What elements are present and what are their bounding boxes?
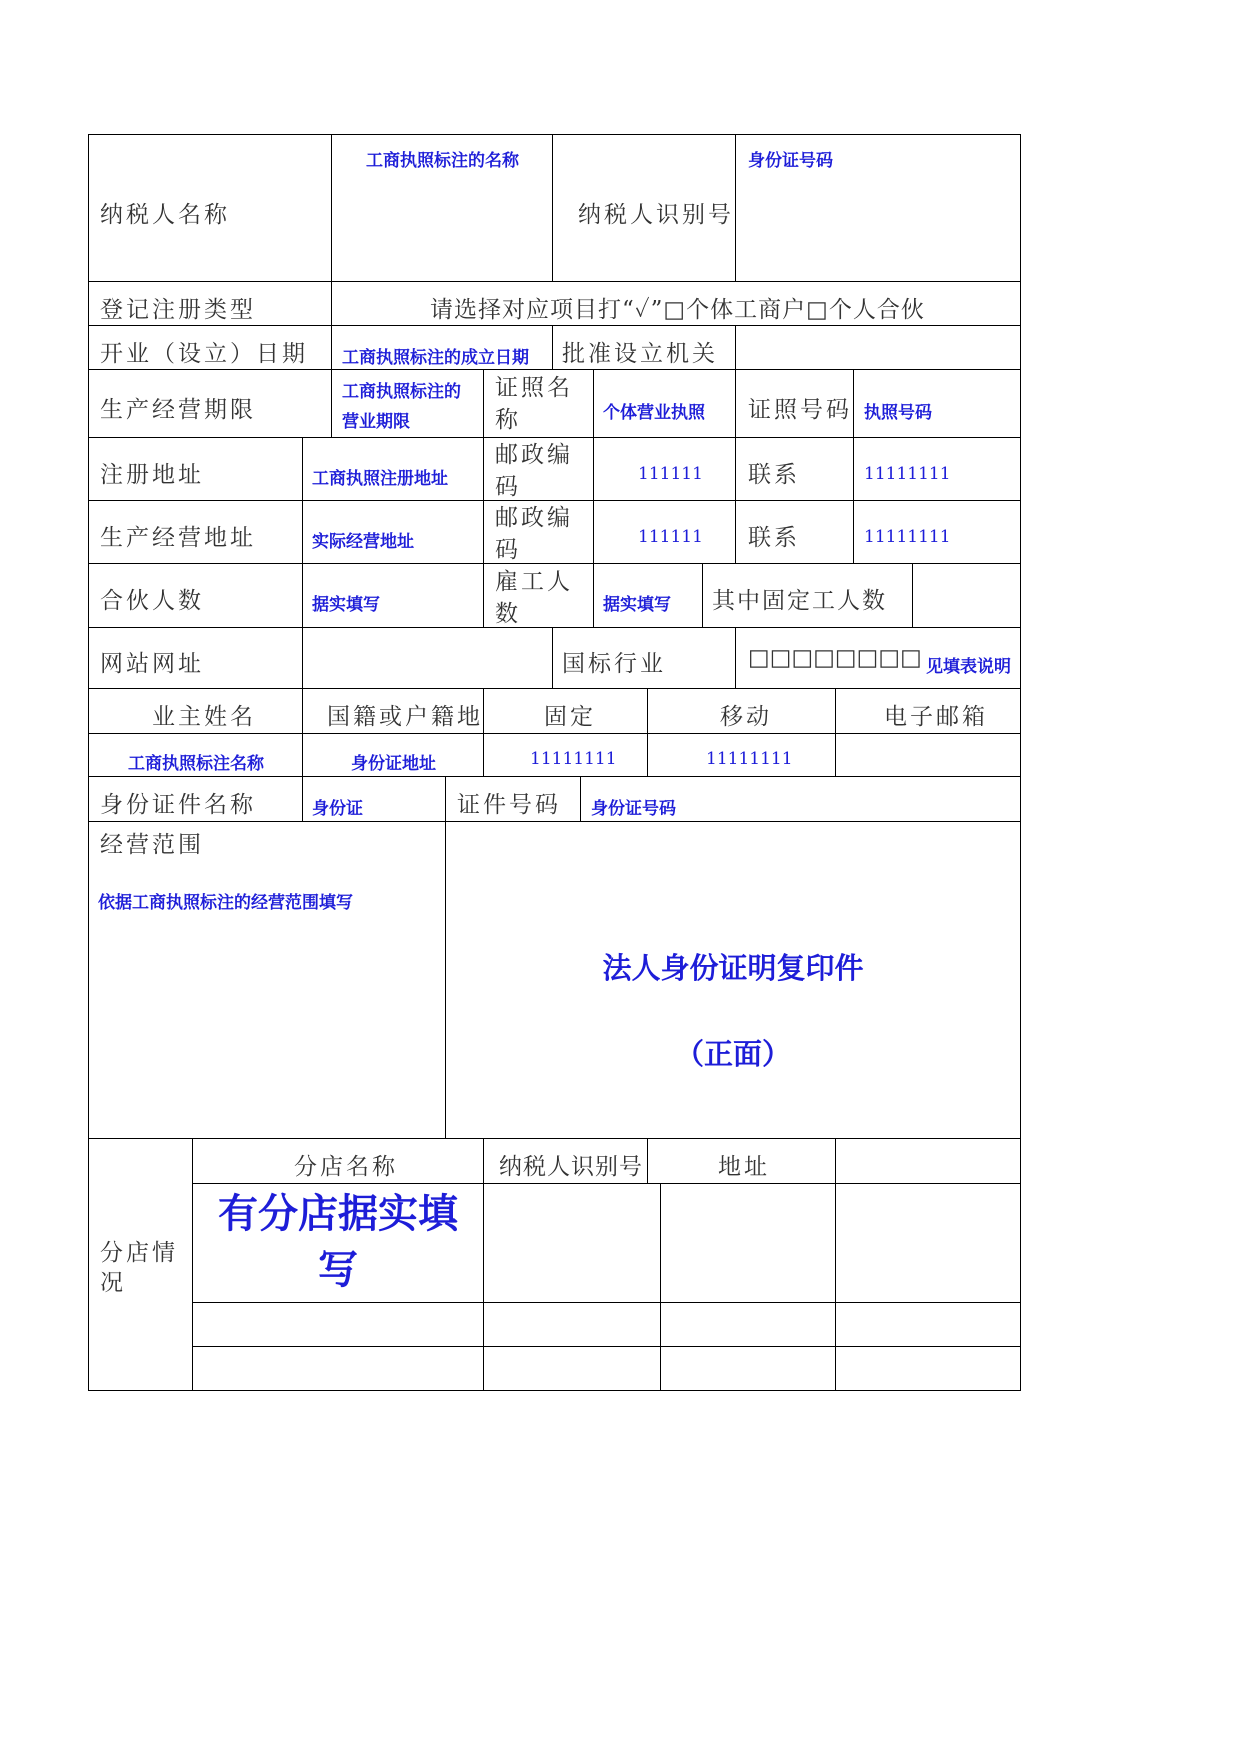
taxpayer-id-value[interactable]: 身份证号码: [748, 151, 833, 171]
contact-label-1: 联系: [748, 462, 800, 488]
industry-label: 国标行业: [562, 651, 666, 677]
mobile-header: 移动: [720, 704, 772, 730]
biz-addr-label: 生产经营地址: [100, 525, 256, 551]
website-label: 网站网址: [100, 651, 204, 677]
id-copy-title: 法人身份证明复印件: [602, 951, 864, 985]
nationality-value[interactable]: 身份证地址: [351, 754, 436, 774]
cert-name-value[interactable]: 个体营业执照: [603, 403, 705, 423]
mobile-value[interactable]: 11111111: [706, 749, 793, 769]
branch-taxid-header: 纳税人识别号: [499, 1154, 643, 1180]
approval-org-label: 批准设立机关: [562, 341, 718, 367]
open-date-label: 开业（设立）日期: [100, 341, 308, 367]
postal-label-2: 邮政编码: [495, 505, 573, 563]
open-date-value[interactable]: 工商执照标注的成立日期: [342, 348, 529, 368]
business-scope-label: 经营范围: [100, 832, 204, 858]
cert-name-label: 证照名称: [495, 375, 573, 433]
taxpayer-id-label: 纳税人识别号: [578, 202, 734, 228]
fixed-phone-header: 固定: [544, 704, 596, 730]
business-scope-value[interactable]: 依据工商执照标注的经营范围填写: [98, 893, 353, 913]
id-doc-number-value[interactable]: 身份证号码: [591, 799, 676, 819]
industry-note: 见填表说明: [926, 657, 1011, 677]
branch-name-header: 分店名称: [294, 1154, 398, 1180]
industry-code-boxes[interactable]: □□□□□□□□: [748, 645, 922, 671]
employees-value[interactable]: 据实填写: [603, 595, 671, 615]
id-doc-name-value[interactable]: 身份证: [312, 799, 363, 819]
postal-label-1: 邮政编码: [495, 442, 573, 500]
fixed-workers-label: 其中固定工人数: [712, 588, 887, 614]
postal-value-1[interactable]: 111111: [638, 464, 703, 484]
id-copy-side: （正面）: [674, 1037, 791, 1071]
cert-no-label: 证照号码: [748, 397, 852, 423]
contact-label-2: 联系: [748, 525, 800, 551]
partners-label: 合伙人数: [100, 588, 204, 614]
email-header: 电子邮箱: [884, 704, 988, 730]
branch-section-label: 分店情况: [100, 1240, 178, 1296]
id-doc-number-label: 证件号码: [457, 792, 561, 818]
cert-no-value[interactable]: 执照号码: [864, 403, 932, 423]
contact-value-1[interactable]: 11111111: [864, 464, 951, 484]
id-doc-name-label: 身份证件名称: [100, 792, 256, 818]
fixed-phone-value[interactable]: 11111111: [530, 749, 617, 769]
reg-addr-value[interactable]: 工商执照注册地址: [312, 469, 448, 489]
taxpayer-name-label: 纳税人名称: [100, 202, 230, 228]
partners-value[interactable]: 据实填写: [312, 595, 380, 615]
branch-fill-note[interactable]: 有分店据实填写: [218, 1191, 458, 1293]
contact-value-2[interactable]: 11111111: [864, 527, 951, 547]
period-label: 生产经营期限: [100, 397, 256, 423]
taxpayer-name-value[interactable]: 工商执照标注的名称: [366, 151, 519, 171]
reg-addr-label: 注册地址: [100, 462, 204, 488]
postal-value-2[interactable]: 111111: [638, 527, 703, 547]
employees-label: 雇工人数: [495, 569, 573, 627]
biz-addr-value[interactable]: 实际经营地址: [312, 532, 414, 552]
reg-type-label: 登记注册类型: [100, 297, 256, 323]
owner-name-value[interactable]: 工商执照标注名称: [128, 754, 264, 774]
reg-type-value[interactable]: 请选择对应项目打“✓”□个体工商户□个人合伙: [430, 297, 925, 323]
period-value[interactable]: 工商执照标注的营业期限: [342, 382, 461, 432]
owner-name-header: 业主姓名: [152, 704, 256, 730]
branch-addr-header: 地址: [718, 1154, 770, 1180]
nationality-header: 国籍或户籍地: [327, 704, 483, 730]
